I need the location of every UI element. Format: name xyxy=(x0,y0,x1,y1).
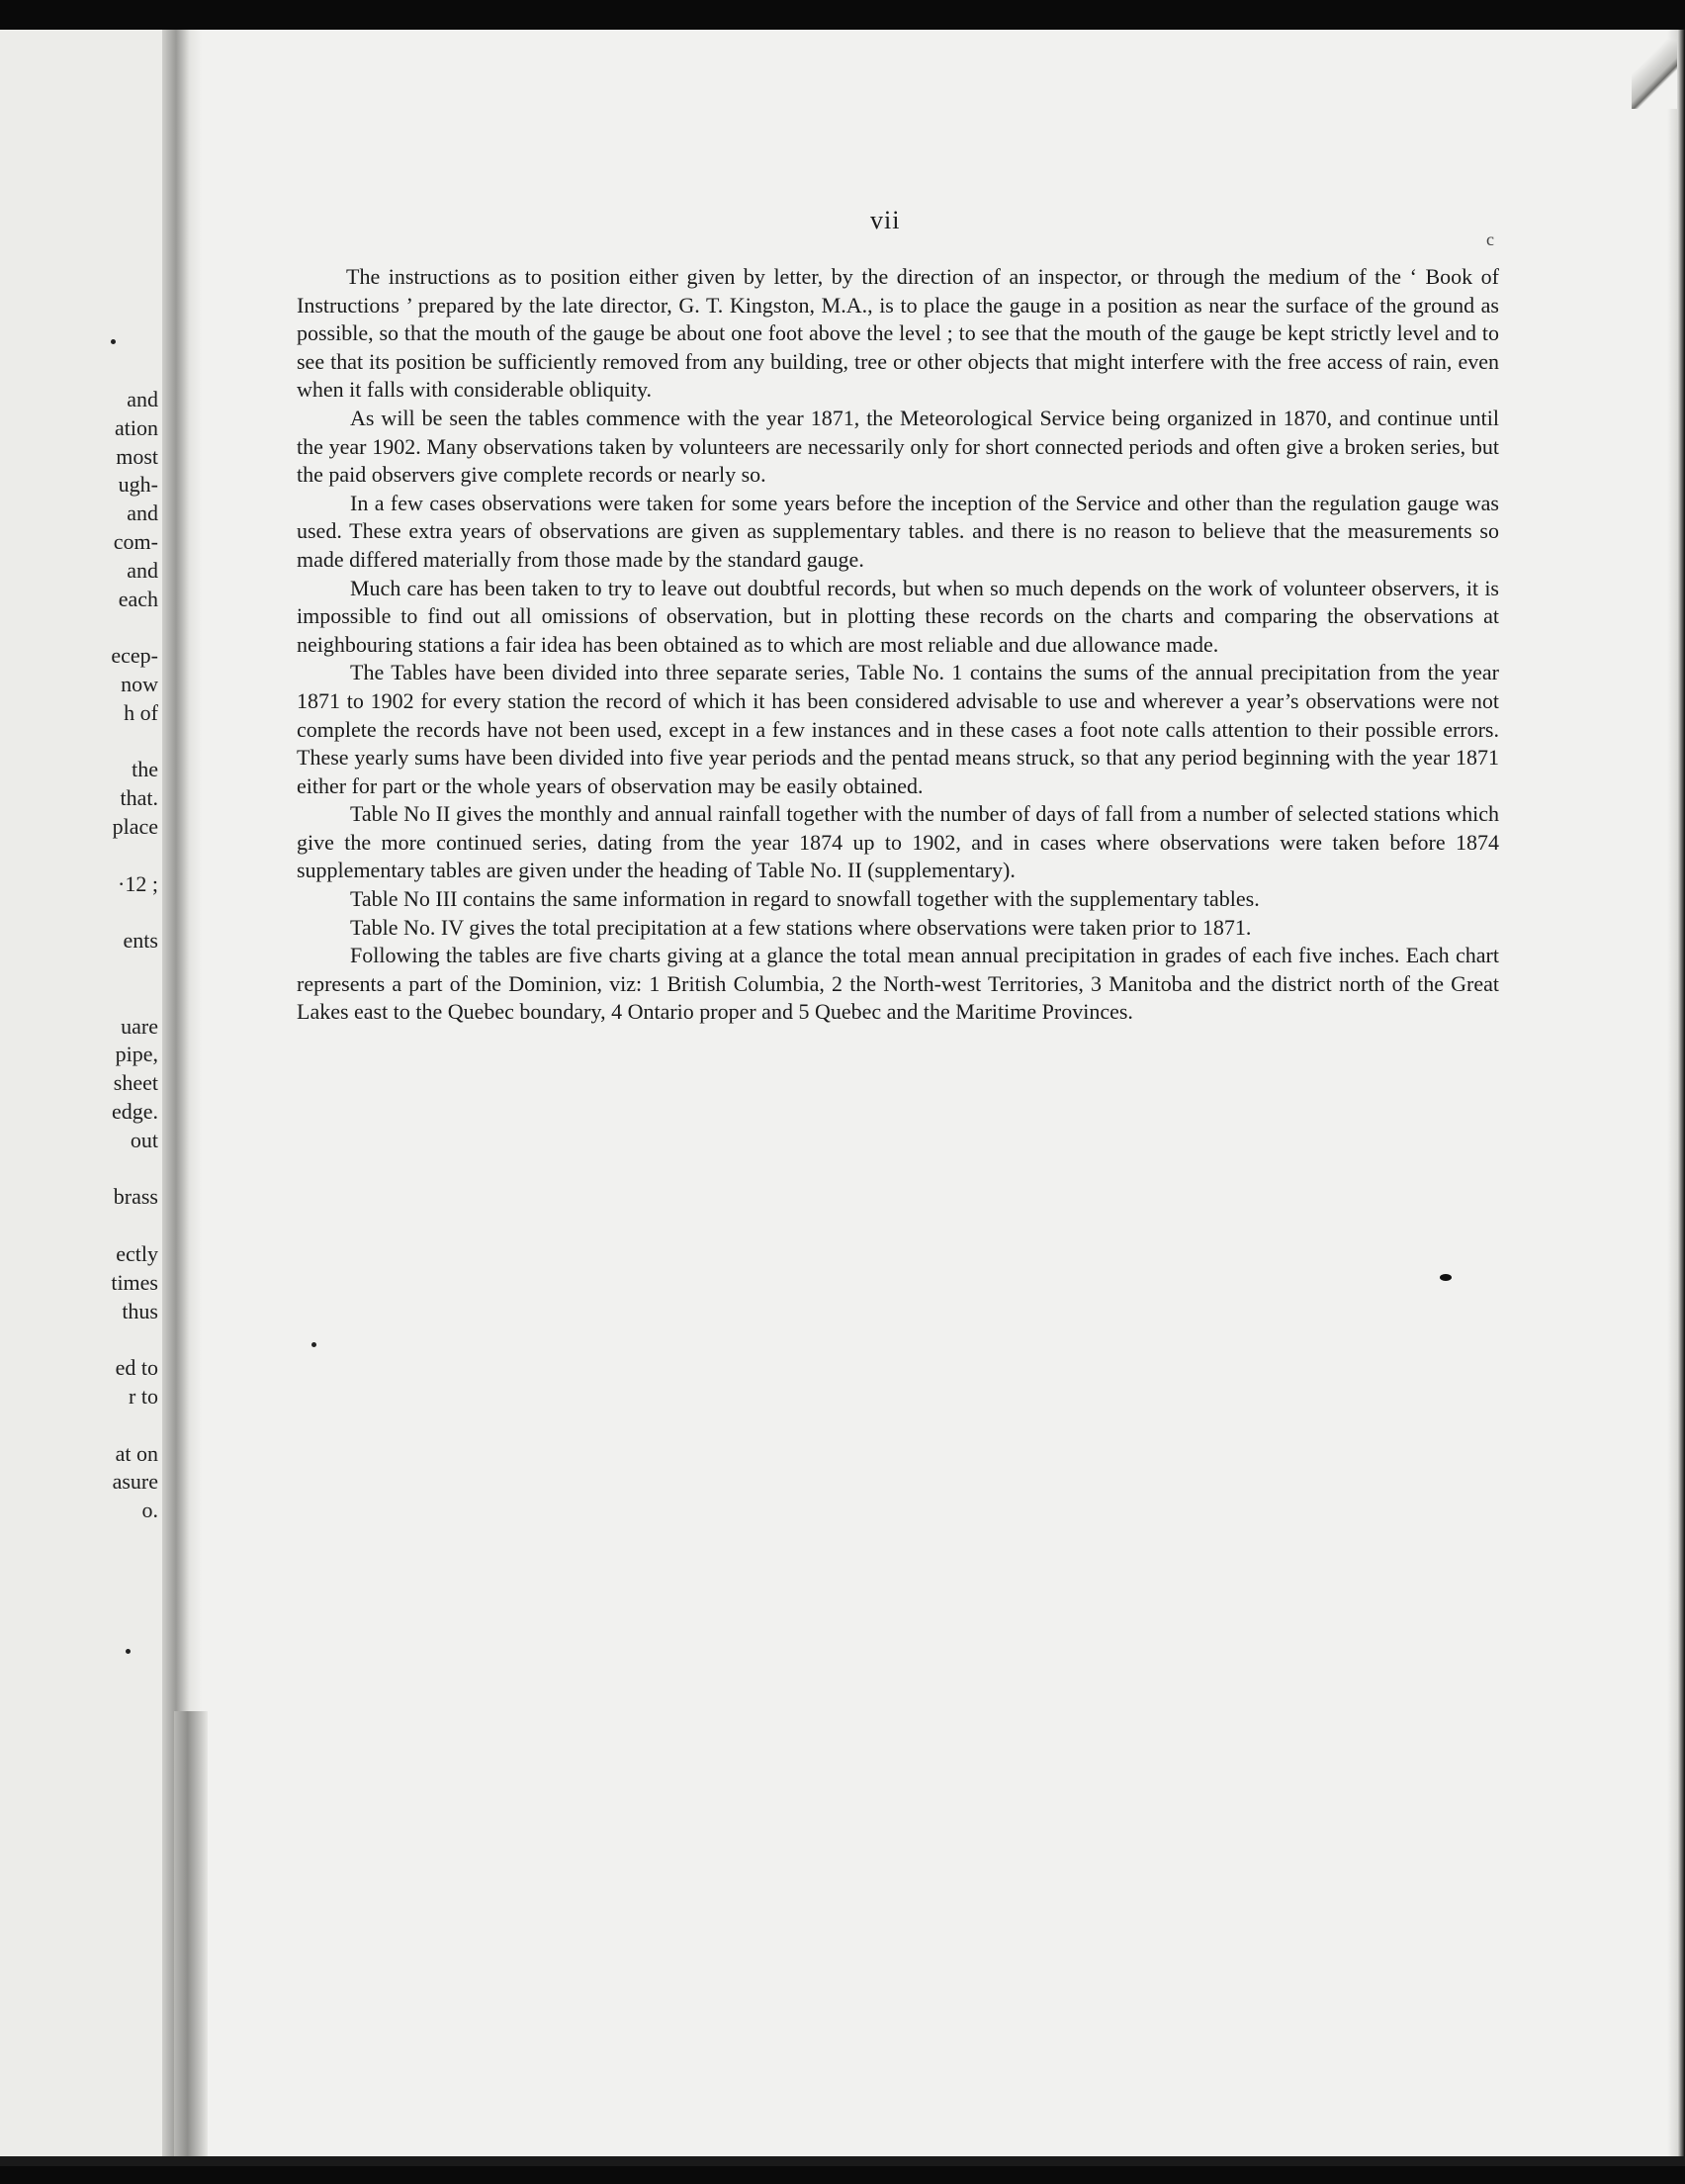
paragraph-table-two: Table No II gives the monthly and annual rainfall together with the number of days of fall from a number of selected stations which give the more continued series, dating from the year 1874 up to 1902, and in cases where observations were taken before 1874 supplementary tables are given under the heading of Table No. II (supplementary). xyxy=(297,801,1499,883)
gutter-shadow-lower xyxy=(174,1711,208,2166)
body-text xyxy=(297,263,1499,1027)
prev-page-fragment: at on xyxy=(115,1440,158,1466)
prev-page-fragment: and xyxy=(127,387,158,411)
prev-page-fragment: ecep- xyxy=(111,643,158,669)
speck-dot xyxy=(111,339,116,344)
prev-page-fragment: most xyxy=(116,443,158,469)
prev-page-fragment: edge. xyxy=(111,1099,158,1124)
page-right-edge xyxy=(1667,30,1685,2166)
prev-page-fragment: r to xyxy=(129,1384,158,1409)
prev-page-fragment: each xyxy=(118,586,158,611)
scan-bottom-edge xyxy=(0,2156,1685,2166)
paragraph-table-three: Table No III contains the same information in regard to snowfall together with the supplementary tables. xyxy=(350,886,1260,912)
prev-page-fragment: ation xyxy=(115,414,158,440)
paragraph-doubtful-records: Much care has been taken to try to leave out doubtful records, but when so much depends on the work of volunteer observers, it is impossible to find out all omissions of observation, but in plotting these records on the charts and comparing the observations at neighbouring stations a fair idea has been obtained as to which are most reliable and due allowance made. xyxy=(297,575,1499,657)
paragraph-gauge-position: The instructions as to position either given by letter, by the direction of an inspector, or through the medium of the ‘ Book of Instructions ’ prepared by the late director, G. T. Kingston, M.A., is to place the gauge in a position as near the surface of the ground as possible, so that the mouth of the gauge be about one foot above the level ; to see that the mouth of the gauge be kept strictly level and to see that its position be sufficiently removed from any building, tree or other objects that might interfere with the free access of rain, even when it falls with considerable obliquity. xyxy=(297,264,1499,403)
speck-dot xyxy=(126,1649,131,1654)
prev-page-fragment: and xyxy=(127,557,158,583)
prev-page-fragment: that. xyxy=(120,785,158,811)
prev-page-fragment: times xyxy=(111,1269,158,1295)
prev-page-fragment: thus xyxy=(122,1298,158,1323)
prev-page-fragment: place xyxy=(112,814,158,839)
prev-page-fragment: sheet xyxy=(113,1070,158,1096)
folded-corner xyxy=(1632,40,1677,109)
prev-page-fragment: ents xyxy=(123,928,158,954)
prev-page-fragment: now xyxy=(121,672,158,696)
prev-page-fragment: brass xyxy=(113,1184,158,1210)
paragraph-table-one: The Tables have been divided into three separate series, Table No. 1 contains the sums of the annual precipitation from the year 1871 to 1902 for every station the record of which it has been considered advisable to use and wherever a year’s observations were not complete the records have not been used, except in a few instances and in these cases a foot note calls attention to their possible errors. These yearly sums have been divided into five year periods and the pentad means struck, so that any period beginning with the year 1871 either for part or the whole years of observation may be easily obtained. xyxy=(297,660,1499,798)
prev-page-fragment: h of xyxy=(124,699,158,725)
prev-page-fragment: ectly xyxy=(116,1241,158,1266)
paragraph-tables-period: As will be seen the tables commence with the year 1871, the Meteorological Service being organized in 1870, and continue until the year 1902. Many observations taken by volunteers are necessarily only for short connected periods and often give a broken series, but the paid observers give complete records or nearly so. xyxy=(297,405,1499,488)
paragraph-charts: Following the tables are five charts giving at a glance the total mean annual precipitation in grades of each five inches. Each chart represents a part of the Dominion, viz: 1 British Columbia, 2 the North-west Territories, 3 Manitoba and the district north of the Great Lakes east to the Quebec boundary, 4 Ontario proper and 5 Quebec and the Maritime Provinces. xyxy=(297,943,1499,1025)
prev-page-fragment: pipe, xyxy=(115,1042,158,1067)
paragraph-table-four: Table No. IV gives the total precipitation at a few stations where observations were taken prior to 1871. xyxy=(350,914,1252,940)
scanned-page xyxy=(0,30,1685,2166)
page-number: vii xyxy=(870,206,901,234)
prev-page-fragment: ugh- xyxy=(118,472,158,498)
prev-page-fragment: com- xyxy=(113,529,158,554)
prev-page-fragment: ·12 ; xyxy=(118,870,158,896)
prev-page-fragment: ed to xyxy=(115,1355,158,1381)
prev-page-fragment: uare xyxy=(121,1013,158,1039)
paragraph-supplementary: In a few cases observations were taken for some years before the inception of the Service and other than the regulation gauge was used. These extra years of observations are given as supplementary tables. and there is no reason to believe that the measurements so made differed materially from those made by the standard gauge. xyxy=(297,490,1499,572)
stray-mark: c xyxy=(1486,229,1494,249)
prev-page-fragment: and xyxy=(127,500,158,526)
ink-blot xyxy=(1440,1274,1452,1281)
prev-page-fragment: o. xyxy=(141,1498,158,1523)
prev-page-fragment: out xyxy=(130,1127,158,1152)
speck-dot xyxy=(311,1342,316,1347)
previous-page-edge xyxy=(0,30,170,2166)
prev-page-fragment: the xyxy=(132,757,158,782)
prev-page-fragment: asure xyxy=(112,1469,158,1495)
